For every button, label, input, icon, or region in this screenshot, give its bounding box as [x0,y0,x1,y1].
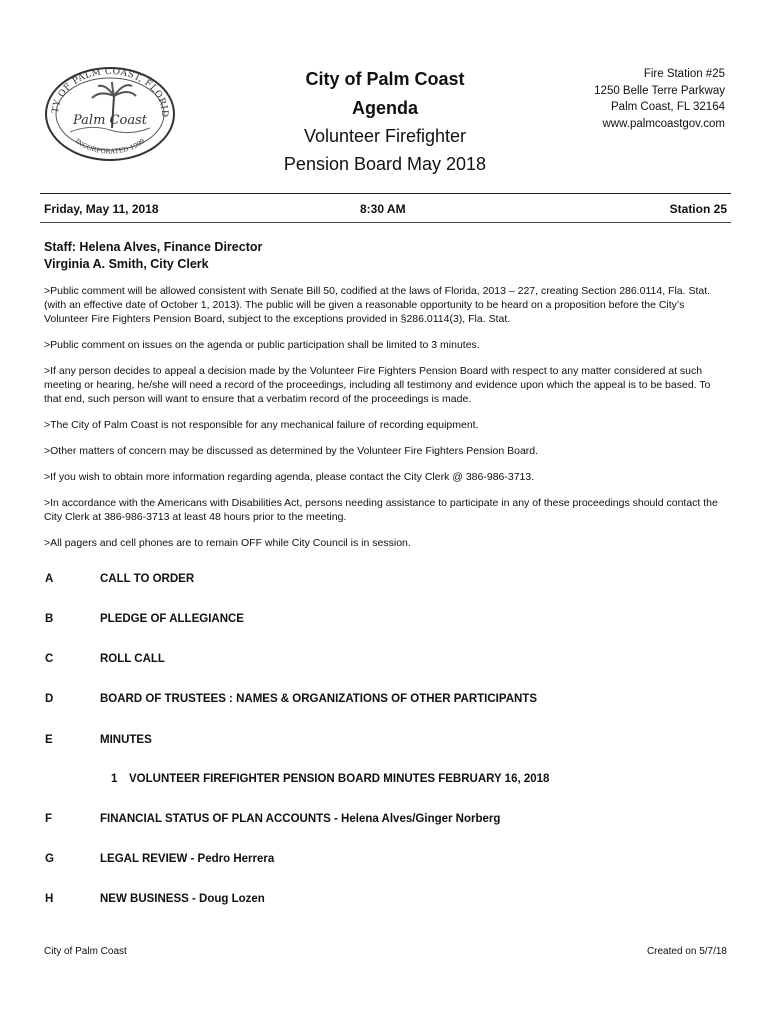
title-line-agenda: Agenda [351,98,418,118]
notice-contact: >If you wish to obtain more information regarding agenda, please contact the City Clerk @ 386-986-3713. [44,471,535,483]
agenda-text: ROLL CALL [100,653,165,665]
palm-coast-logo [40,62,180,162]
title-line-board: Volunteer Firefighter [303,126,467,146]
svg-text:Palm Coast: Palm Coast [73,113,147,128]
header-rule-bottom [40,222,731,223]
svg-text:INCORPORATED 1999: INCORPORATED 1999 [73,137,147,156]
footer-org: City of Palm Coast [44,946,127,957]
agenda-letter: F [45,813,53,825]
staff-line-clerk: Virginia A. Smith, City Clerk [44,257,209,271]
notice-ada: >In accordance with the Americans with Disabilities Act, persons needing assistance to participate in any of these proceedings should contact the City Clerk at 386-986-3713 at least 48 hours prior to the meeting. [44,497,718,523]
notice-time-limit: >Public comment on issues on the agenda or public participation shall be limited to 3 minutes. [44,339,480,351]
agenda-letter: B [45,613,54,625]
agenda-title [270,64,500,178]
agenda-number: 1 [111,773,118,785]
palm-coast-seal-graphic [40,62,180,162]
notice-public-comment: >Public comment will be allowed consistent with Senate Bill 50, codified at the laws of Florida, 2013 – 227, creating Section 286.0114, Fla. Stat. (with an effective date of October 1, 2013). The public will be given a reasonable opportunity to be heard on a proposition before the City’s Volunteer Fire Fighters Pension Board, subject to the exceptions provided in §286.0114(3), Fla. Stat. [44,285,711,325]
footer-created-date: Created on 5/7/18 [646,946,727,957]
agenda-letter: C [45,653,54,665]
agenda-item-f [44,813,730,829]
address-street: 1250 Belle Terre Parkway [594,84,725,97]
agenda-text: VOLUNTEER FIREFIGHTER PENSION BOARD MINUTES FEBRUARY 16, 2018 [129,773,550,785]
station-address [594,66,725,132]
agenda-subitem-e1[interactable] [44,773,730,789]
agenda-item-d [44,693,730,709]
meeting-location: Station 25 [669,202,727,216]
agenda-item-e [44,734,730,750]
agenda-text: PLEDGE OF ALLEGIANCE [100,613,244,625]
agenda-item-h [44,893,730,909]
agenda-item-c [44,653,730,669]
address-website[interactable]: www.palmcoastgov.com [602,117,725,130]
agenda-letter: E [45,734,53,746]
agenda-letter: A [45,573,54,585]
public-notices [44,284,730,562]
agenda-text: LEGAL REVIEW - Pedro Herrera [100,853,275,865]
notice-other-matters: >Other matters of concern may be discussed as determined by the Volunteer Fire Fighters Pension Board. [44,445,539,457]
agenda-item-a [44,573,730,589]
agenda-text: BOARD OF TRUSTEES : NAMES & ORGANIZATIONS OF OTHER PARTICIPANTS [100,693,537,705]
svg-text:CITY OF PALM COAST, FLORIDA: TY OF PALM COAST, FLORID [50,66,170,118]
agenda-item-b [44,613,730,629]
staff-block [44,239,262,273]
meeting-time: 8:30 AM [360,202,406,216]
notice-recording: >The City of Palm Coast is not responsible for any mechanical failure of recording equipment. [44,419,479,431]
address-station: Fire Station #25 [643,68,725,80]
header-rule-top [40,193,731,194]
staff-line-finance: Staff: Helena Alves, Finance Director [44,240,263,254]
agenda-letter: D [45,693,54,705]
notice-phones: >All pagers and cell phones are to remain OFF while City Council is in session. [44,537,411,549]
agenda-text: NEW BUSINESS - Doug Lozen [100,893,265,905]
agenda-item-g [44,853,730,869]
title-line-date: Pension Board May 2018 [283,154,487,174]
notice-appeal: >If any person decides to appeal a decision made by the Volunteer Fire Fighters Pension Board with respect to any matter considered at such meeting or hearing, he/she will need a record of the proceedings, including all testimony and evidence upon which the appeal is to be based. To that end, such person will want to ensure that a verbatim record of the proceedings is made. [44,365,711,405]
agenda-text: MINUTES [100,734,152,746]
meeting-date: Friday, May 11, 2018 [44,202,159,216]
agenda-letter: H [45,893,54,905]
address-city: Palm Coast, FL 32164 [611,101,725,113]
agenda-text: FINANCIAL STATUS OF PLAN ACCOUNTS - Helena Alves/Ginger Norberg [100,813,501,825]
title-line-city: City of Palm Coast [305,69,465,89]
agenda-text: CALL TO ORDER [100,573,195,585]
agenda-letter: G [45,853,54,865]
